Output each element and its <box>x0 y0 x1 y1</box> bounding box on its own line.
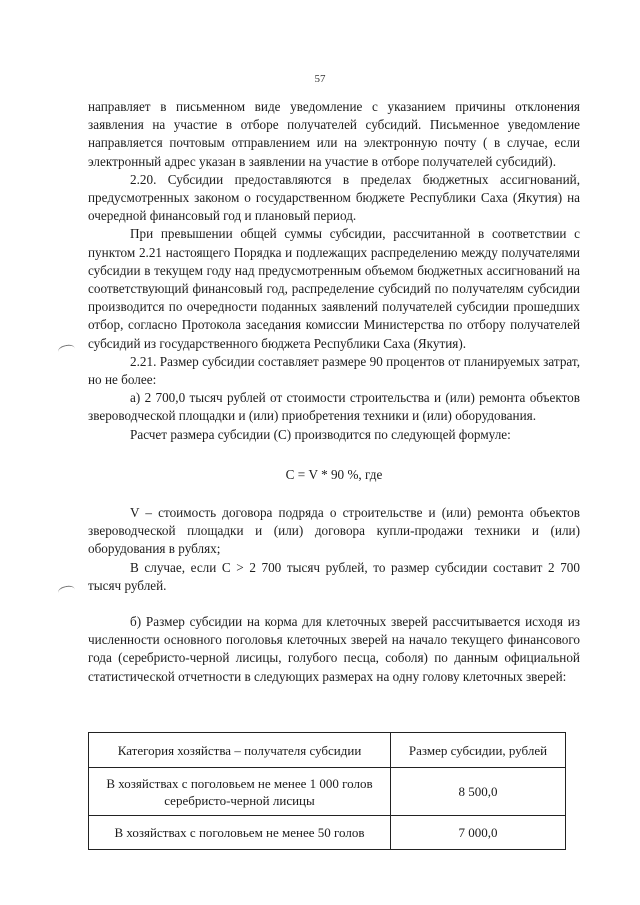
table-cell: 8 500,0 <box>391 768 566 816</box>
table-header: Размер субсидии, рублей <box>391 733 566 768</box>
paragraph: V – стоимость договора подряда о строительстве и (или) ремонта объектов звероводческой площадки и (или) договора купли-продажи техники и (или) оборудования в рублях; <box>88 505 580 557</box>
table-cell: В хозяйствах с поголовьем не менее 1 000 голов серебристо-черной лисицы <box>89 768 391 816</box>
table-header: Категория хозяйства – получателя субсидии <box>89 733 391 768</box>
paragraph: Расчет размера субсидии (С) производится по следующей формуле: <box>130 426 511 442</box>
table-row <box>89 768 566 816</box>
formula: С = V * 90 %, где <box>285 466 383 482</box>
table-row <box>89 816 566 850</box>
page-number: 57 <box>314 73 326 85</box>
margin-mark <box>57 343 76 356</box>
paragraph: При превышении общей суммы субсидии, рассчитанной в соответствии с пунктом 2.21 настоящего Порядка и подлежащих распределению между получателями субсидии в текущем году над предусмотренным объемом бюджетных ассигнований на соответствующий финансовый год, распределение субсидий по получателям субсидии производится по очередности поданных заявлений получателей субсидии прошедших отбор, согласно Протокола заседания комиссии Министерства по отбору получателей субсидий из государственного бюджета Республики Саха (Якутия). <box>88 226 580 351</box>
document-body <box>88 98 580 686</box>
table-cell: 7 000,0 <box>391 816 566 850</box>
paragraph: 2.20. Субсидии предоставляются в пределах бюджетных ассигнований, предусмотренных законом о государственном бюджете Республики Саха (Якутия) на очередной финансовый год и плановый период. <box>88 171 580 224</box>
subsidy-table <box>88 732 566 850</box>
table-cell: В хозяйствах с поголовьем не менее 50 голов <box>89 816 391 850</box>
paragraph: б) Размер субсидии на корма для клеточных зверей рассчитывается исходя из численности основного поголовья клеточных зверей на начало текущего финансового года (серебристо-черной лисицы, голубого песца, соболя) по данным официальной статистической отчетности в следующих размерах на одну голову клеточных зверей: <box>88 614 580 684</box>
table-header-row <box>89 733 566 768</box>
paragraph: а) 2 700,0 тысяч рублей от стоимости строительства и (или) ремонта объектов звероводческой площадки и (или) приобретения техники и (или) оборудования. <box>88 390 580 424</box>
margin-mark <box>57 584 76 597</box>
paragraph: 2.21. Размер субсидии составляет размере 90 процентов от планируемых затрат, но не более: <box>88 353 580 388</box>
paragraph: направляет в письменном виде уведомление с указанием причины отклонения заявления на участие в отборе получателей субсидий. Письменное уведомление направляется почтовым отправлением или на электронную почту ( в случае, если электронный адрес указан в заявлении на участие в отборе получателей субсидий). <box>88 99 580 169</box>
paragraph: В случае, если С > 2 700 тысяч рублей, то размер субсидии составит 2 700 тысяч рублей. <box>88 559 580 593</box>
